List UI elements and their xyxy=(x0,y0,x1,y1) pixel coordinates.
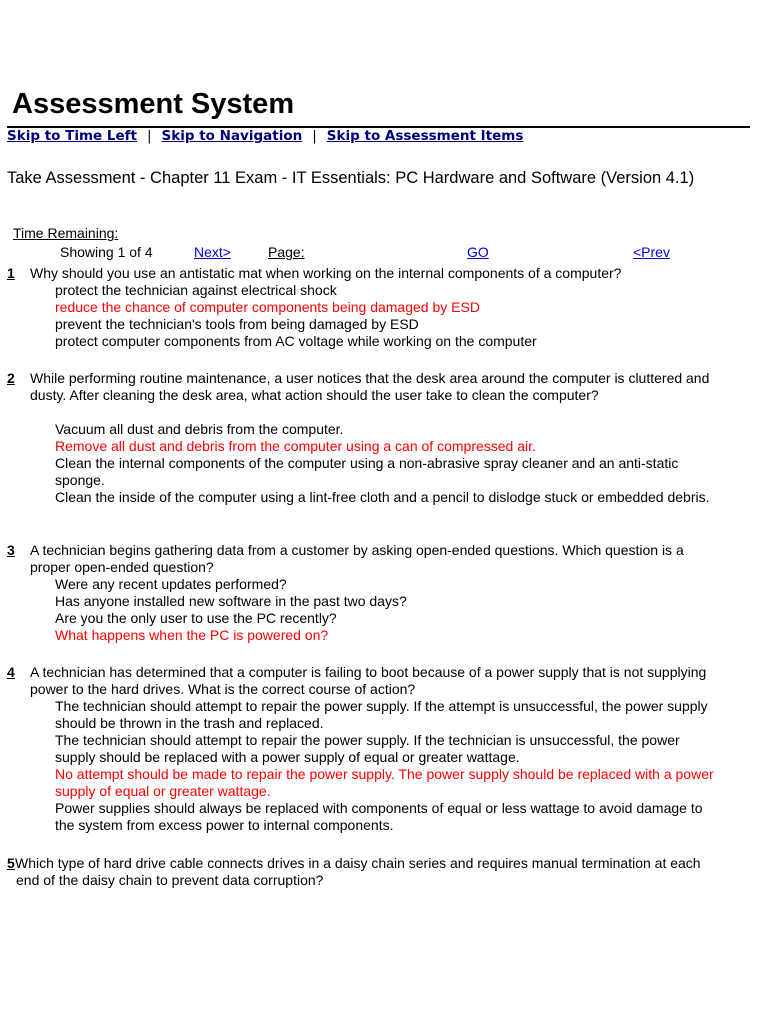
answer-option[interactable]: Were any recent updates performed? xyxy=(55,576,287,592)
skip-to-time-left-link[interactable]: Skip to Time Left xyxy=(7,128,137,144)
answer-option[interactable]: protect the technician against electrical shock xyxy=(55,282,337,298)
question-text: While performing routine maintenance, a user notices that the desk area around the computer is cluttered and dusty. After cleaning the desk area, what action should the user take to clean the computer? xyxy=(30,370,710,403)
answer-option-correct[interactable]: What happens when the PC is powered on? xyxy=(55,627,329,643)
answer-option-correct[interactable]: Remove all dust and debris from the computer using a can of compressed air. xyxy=(55,438,536,454)
next-link[interactable]: Next> xyxy=(194,244,231,260)
answer-option[interactable]: prevent the technician's tools from being damaged by ESD xyxy=(55,316,419,332)
question-number: 4 xyxy=(7,664,15,680)
question-number: 2 xyxy=(7,370,15,386)
assessment-heading: Take Assessment - Chapter 11 Exam - IT Essentials: PC Hardware and Software (Version 4.1) xyxy=(7,169,695,187)
skip-to-assessment-items-link[interactable]: Skip to Assessment Items xyxy=(326,128,524,144)
skip-separator: | xyxy=(312,128,317,144)
skip-links-bar xyxy=(7,128,523,144)
question-text: A technician has determined that a computer is failing to boot because of a power supply that is not supplying power to the hard drives. What is the correct course of action? xyxy=(30,664,707,697)
skip-separator: | xyxy=(146,128,152,144)
skip-to-navigation-link[interactable]: Skip to Navigation xyxy=(161,128,303,144)
question-number: 3 xyxy=(7,542,15,558)
go-link[interactable]: GO xyxy=(467,244,489,260)
answer-options xyxy=(55,282,720,350)
answer-option[interactable]: Power supplies should always be replaced with components of equal or less wattage to avoid damage to the system from excess power to internal components. xyxy=(55,800,703,833)
answer-option[interactable]: Are you the only user to use the PC recently? xyxy=(55,610,337,626)
showing-count: Showing 1 of 4 xyxy=(60,244,153,260)
answer-option[interactable]: Clean the internal components of the computer using a non-abrasive spray cleaner and an anti-static sponge. xyxy=(55,455,679,488)
time-remaining-label[interactable]: Time Remaining: xyxy=(13,225,119,241)
answer-option[interactable]: Has anyone installed new software in the past two days? xyxy=(55,593,407,609)
answer-options xyxy=(55,698,720,834)
question-text: Why should you use an antistatic mat when working on the internal components of a computer? xyxy=(30,265,622,281)
answer-option-correct[interactable]: No attempt should be made to repair the power supply. The power supply should be replaced with a power supply of equal or greater wattage. xyxy=(55,766,714,799)
answer-option[interactable]: The technician should attempt to repair the power supply. If the attempt is unsuccessful, the power supply should be thrown in the trash and replaced. xyxy=(55,698,708,731)
answer-options xyxy=(55,421,720,506)
prev-link[interactable]: <Prev xyxy=(633,244,670,260)
question-number: 1 xyxy=(7,265,15,281)
question-text: Which type of hard drive cable connects drives in a daisy chain series and requires manual termination at each end of the daisy chain to prevent data corruption? xyxy=(15,855,701,888)
answer-option-correct[interactable]: reduce the chance of computer components being damaged by ESD xyxy=(55,299,480,315)
answer-options xyxy=(55,576,720,644)
question-text: A technician begins gathering data from a customer by asking open-ended questions. Which question is a proper open-ended question? xyxy=(30,542,684,575)
page-label: Page: xyxy=(268,244,305,260)
question-number: 5 xyxy=(7,855,15,871)
answer-option[interactable]: The technician should attempt to repair the power supply. If the technician is unsuccessful, the power supply should be replaced with a power supply of equal or greater wattage. xyxy=(55,732,680,765)
answer-option[interactable]: protect computer components from AC voltage while working on the computer xyxy=(55,333,537,349)
page-title: Assessment System xyxy=(12,88,295,120)
answer-option[interactable]: Clean the inside of the computer using a lint-free cloth and a pencil to dislodge stuck or embedded debris. xyxy=(55,489,710,505)
answer-option[interactable]: Vacuum all dust and debris from the computer. xyxy=(55,421,344,437)
